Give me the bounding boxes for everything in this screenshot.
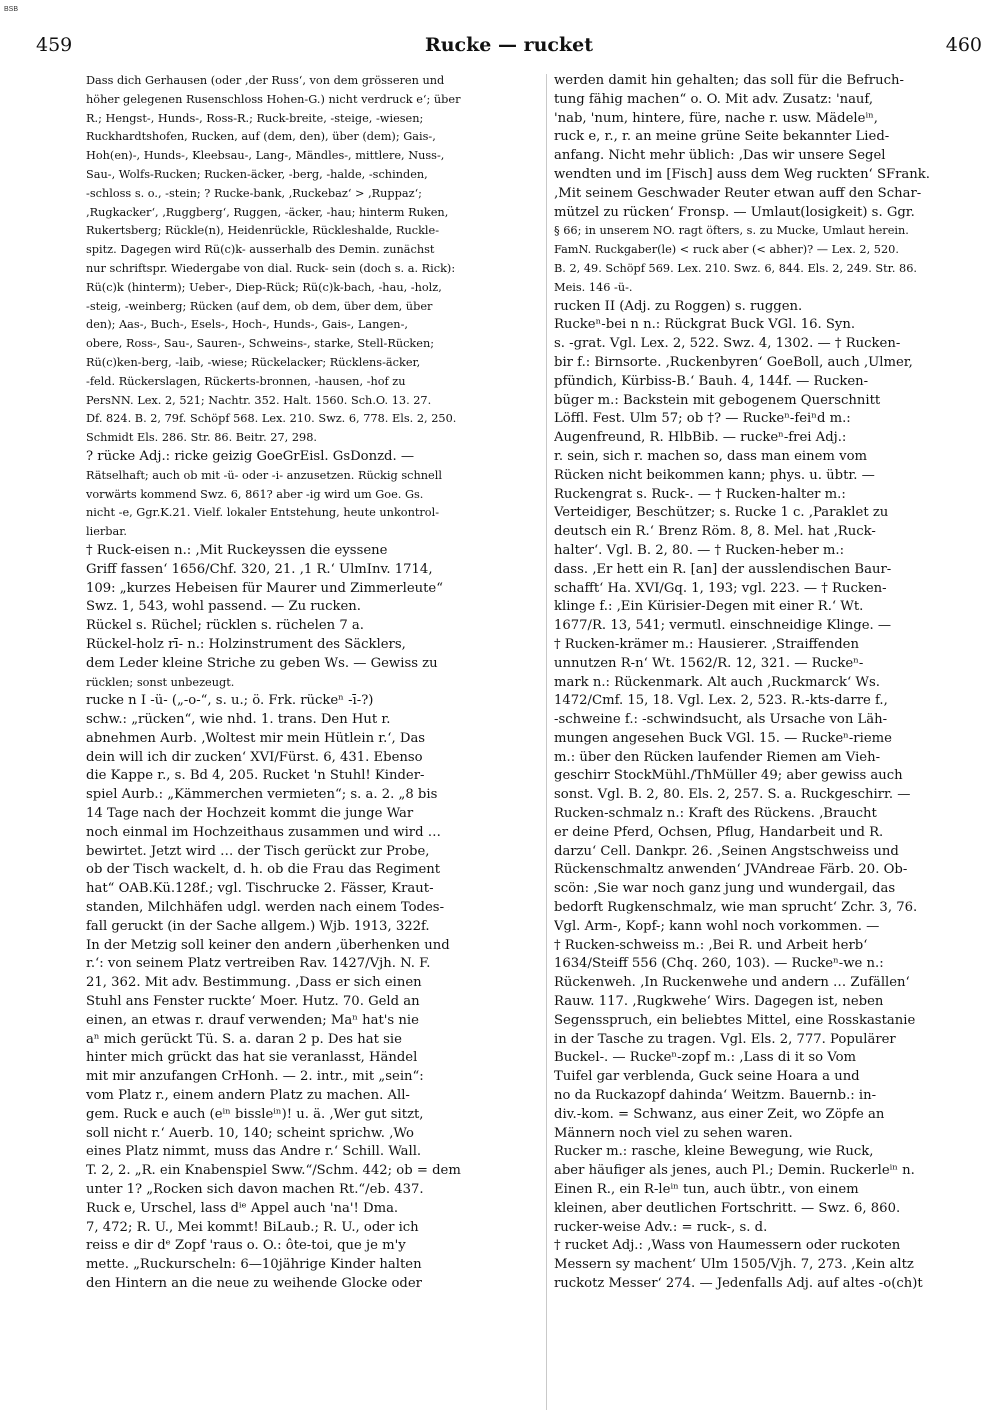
text-line: ruck e, r., r. an meine grüne Seite bekannter Lied- <box>554 129 890 145</box>
text-line: wendten und im [Fisch] auss dem Weg ruckten‘ SFrank. <box>554 166 930 182</box>
text-line: in der Tasche zu tragen. Vgl. Els. 2, 777. Populärer <box>554 1031 896 1047</box>
text-line: nicht -e, Ggr.K.21. Vielf. lokaler Entstehung, heute unkontrol- <box>86 506 440 520</box>
left-column <box>86 72 524 1412</box>
text-line: † Rucken-schweiss m.: ‚Bei R. und Arbeit herb‘ <box>554 937 868 953</box>
text-line: anfang. Nicht mehr üblich: ‚Das wir unsere Segel <box>554 148 886 164</box>
text-line: dein will ich dir zucken‘ XVI/Fürst. 6, 431. Ebenso <box>86 749 423 765</box>
text-line: klinge f.: ‚Ein Kürisier-Degen mit einer R.‘ Wt. <box>554 599 864 615</box>
text-line: dass. ‚Er hett ein R. [an] der ausslendischen Baur- <box>554 561 892 577</box>
text-line: schw.: „rücken“, wie nhd. 1. trans. Den Hut r. <box>86 712 391 728</box>
text-line: Buckel-. — Ruckeⁿ-zopf m.: ‚Lass di it so Vom <box>554 1050 857 1066</box>
text-line: aber häufiger als jenes, auch Pl.; Demin. Ruckerleⁱⁿ n. <box>554 1163 915 1179</box>
text-line: fall geruckt (in der Sache allgem.) Wjb. 1913, 322f. <box>86 918 430 934</box>
page-header <box>36 34 982 60</box>
text-line: die Kappe r., s. Bd 4, 205. Rucket 'n Stuhl! Kinder- <box>86 768 425 784</box>
text-line: In der Metzig soll keiner den andern ‚überhenken und <box>86 937 450 953</box>
text-line: nur schriftspr. Wiedergabe von dial. Ruck- sein (doch s. a. Rick): <box>86 261 456 275</box>
text-line: einen, an etwas r. drauf verwenden; Maⁿ hat's nie <box>86 1012 419 1028</box>
text-line: rücklen; sonst unbezeugt. <box>86 675 235 689</box>
text-line: vom Platz r., einem andern Platz zu machen. All- <box>86 1088 410 1104</box>
text-line: Rü(c)k (hinterm); Ueber-, Diep-Rück; Rü(c)k-bach, -hau, -holz, <box>86 280 442 294</box>
text-line: aⁿ mich gerückt Tü. S. a. daran 2 p. Des hat sie <box>86 1031 402 1047</box>
text-line: kleinen, aber deutlichen Fortschritt. — Swz. 6, 860. <box>554 1200 901 1216</box>
text-line: -schloss s. o., -stein; ? Rucke-bank, ‚Ruckebaz‘ > ‚Ruppaz‘; <box>86 186 422 200</box>
text-line: vorwärts kommend Swz. 6, 861? aber -ig wird um Goe. Gs. <box>86 487 424 501</box>
text-line: mungen angesehen Buck VGl. 15. — Ruckeⁿ-rieme <box>554 730 892 746</box>
text-line: Einen R., ein R-leⁱⁿ tun, auch übtr., von einem <box>554 1182 859 1198</box>
text-line: mark n.: Rückenmark. Alt auch ‚Ruckmarck‘ Ws. <box>554 674 880 690</box>
text-line: spitz. Dagegen wird Rü(c)k- ausserhalb des Demin. zunächst <box>86 243 435 257</box>
text-line: R.; Hengst-, Hunds-, Ross-R.; Ruck-breite, -steige, -wiesen; <box>86 111 424 125</box>
text-line: div.-kom. = Schwanz, aus einer Zeit, wo Zöpfe an <box>554 1106 885 1122</box>
library-stamp: BSB <box>4 6 19 13</box>
text-line: Männern noch viel zu sehen waren. <box>554 1125 793 1141</box>
text-line: mette. „Ruckurscheln: 6—10jährige Kinder halten <box>86 1257 422 1273</box>
text-line: rucke n I -ü- („-o-“, s. u.; ö. Frk. rückeⁿ -ī-?) <box>86 693 374 709</box>
text-line: 21, 362. Mit adv. Bestimmung. ‚Dass er sich einen <box>86 975 422 991</box>
text-line: Rückenschmaltz anwenden‘ JVAndreae Färb. 20. Ob- <box>554 862 908 878</box>
text-line: schafft‘ Ha. XVI/Gq. 1, 193; vgl. 223. — † Rucken- <box>554 580 887 596</box>
text-line: Rauw. 117. ‚Rugkwehe‘ Wirs. Dagegen ist, neben <box>554 994 884 1010</box>
text-line: B. 2, 49. Schöpf 569. Lex. 210. Swz. 6, 844. Els. 2, 249. Str. 86. <box>554 261 917 275</box>
text-line: 14 Tage nach der Hochzeit kommt die junge War <box>86 806 414 822</box>
text-line: darzu‘ Cell. Dankpr. 26. ‚Seinen Angstschweiss und <box>554 843 899 859</box>
text-line: unter 1? „Rocken sich davon machen Rt.“/eb. 437. <box>86 1182 424 1198</box>
text-line: unnutzen R-n‘ Wt. 1562/R. 12, 321. — Ruckeⁿ- <box>554 655 864 671</box>
text-line: † Ruck-eisen n.: ‚Mit Ruckeyssen die eyssene <box>86 542 388 558</box>
text-line: s. -grat. Vgl. Lex. 2, 522. Swz. 4, 1302. — † Rucken- <box>554 336 901 352</box>
text-line: Augenfreund, R. HlbBib. — ruckeⁿ-frei Adj.: <box>554 430 847 446</box>
text-line: Ruckeⁿ-bei n n.: Rückgrat Buck VGl. 16. Syn. <box>554 317 856 333</box>
text-line: Rucker m.: rasche, kleine Bewegung, wie Ruck, <box>554 1144 874 1160</box>
text-line: tung fähig machen“ o. O. Mit adv. Zusatz: 'nauf, <box>554 91 874 107</box>
text-line: † Rucken-krämer m.: Hausierer. ‚Straiffenden <box>554 636 859 652</box>
text-line: -feld. Rückerslagen, Rückerts-bronnen, -hausen, -hof zu <box>86 374 406 388</box>
text-line: mützel zu rücken‘ Fronsp. — Umlaut(losigkeit) s. Ggr. <box>554 204 915 220</box>
text-line: T. 2, 2. „R. ein Knabenspiel Sww.“/Schm. 442; ob = dem <box>86 1163 461 1179</box>
text-line: rucker-weise Adv.: = ruck-, s. d. <box>554 1219 768 1235</box>
text-line: -schweine f.: -schwindsucht, als Ursache von Läh- <box>554 712 888 728</box>
text-line: standen, Milchhäfen udgl. werden nach einem Todes- <box>86 900 445 916</box>
text-line: Dass dich Gerhausen (oder ‚der Russ‘, von dem grösseren und <box>86 74 445 87</box>
text-line: höher gelegenen Rusenschloss Hohen-G.) nicht verdruck e‘; über <box>86 92 461 106</box>
text-line: hat“ OAB.Kü.128f.; vgl. Tischrucke 2. Fässer, Kraut- <box>86 881 434 897</box>
text-line: halter‘. Vgl. B. 2, 80. — † Rucken-heber m.: <box>554 542 845 558</box>
text-line: 1634/Steiff 556 (Chq. 260, 103). — Ruckeⁿ-we n.: <box>554 956 884 972</box>
text-line: dem Leder kleine Striche zu geben Ws. — Gewiss zu <box>86 655 438 671</box>
text-line: ? rücke Adj.: ricke geizig GoeGrEisl. GsDonzd. — <box>86 448 415 464</box>
text-line: Löffl. Fest. Ulm 57; ob †? — Ruckeⁿ-feiⁿd m.: <box>554 411 851 427</box>
text-line: § 66; in unserem NO. ragt öfters, s. zu Mucke, Umlaut herein. <box>554 224 909 238</box>
text-line: soll nicht r.‘ Auerb. 10, 140; scheint sprichw. ‚Wo <box>86 1125 414 1141</box>
text-line: scön: ‚Sie war noch ganz jung und wundergail, das <box>554 881 896 897</box>
text-line: Rukertsberg; Rückle(n), Heidenrückle, Rückleshalde, Ruckle- <box>86 224 440 238</box>
text-line: Griff fassen‘ 1656/Chf. 320, 21. ‚1 R.‘ UlmInv. 1714, <box>86 561 433 577</box>
text-line: sonst. Vgl. B. 2, 80. Els. 2, 257. S. a. Ruckgeschirr. — <box>554 787 911 803</box>
text-line: PersNN. Lex. 2, 521; Nachtr. 352. Halt. 1560. Sch.O. 13. 27. <box>86 393 432 407</box>
text-line: no da Ruckazopf dahinda‘ Weitzm. Bauernb.: in- <box>554 1088 877 1104</box>
text-line: Df. 824. B. 2, 79f. Schöpf 568. Lex. 210. Swz. 6, 778. Els. 2, 250. <box>86 412 457 426</box>
text-line: -steig, -weinberg; Rücken (auf dem, ob dem, über dem, über <box>86 299 433 313</box>
text-line: Messern sy machent‘ Ulm 1505/Vjh. 7, 273. ‚Kein altz <box>554 1257 914 1273</box>
text-line: Ruck e, Urschel, lass dⁱᵉ Appel auch 'na'! Dma. <box>86 1200 399 1216</box>
text-line: werden damit hin gehalten; das soll für die Befruch- <box>554 73 904 88</box>
text-line: büger m.: Backstein mit gebogenem Querschnitt <box>554 392 881 408</box>
text-line: bewirtet. Jetzt wird … der Tisch gerückt zur Probe, <box>86 843 430 859</box>
text-line: mit mir anzufangen CrHonh. — 2. intr., mit „sein“: <box>86 1069 424 1085</box>
text-line: † rucket Adj.: ‚Wass von Haumessern oder ruckoten <box>554 1238 901 1254</box>
text-line: ‚Mit seinem Geschwader Reuter etwan auff den Schar- <box>554 185 922 201</box>
text-line: Vgl. Arm-, Kopf-; kann wohl noch vorkommen. — <box>554 918 880 934</box>
text-line: Tuifel gar verblenda, Guck seine Hoara a und <box>554 1069 860 1085</box>
text-line: Meis. 146 -ü-. <box>554 280 633 294</box>
text-line: den Hintern an die neue zu weihende Glocke oder <box>86 1276 422 1291</box>
text-line: rucken II (Adj. zu Roggen) s. ruggen. <box>554 298 803 314</box>
text-line: obere, Ross-, Sau-, Sauren-, Schweins-, starke, Stell-Rücken; <box>86 337 435 351</box>
text-line: deutsch ein R.‘ Brenz Röm. 8, 8. Mel. hat ‚Ruck- <box>554 524 876 540</box>
text-line: ‚Rugkacker‘, ‚Ruggberg‘, Ruggen, -äcker, -hau; hinterm Ruken, <box>86 205 449 219</box>
text-line: gem. Ruck e auch (eⁱⁿ bissleⁱⁿ)! u. ä. ‚Wer gut sitzt, <box>86 1106 424 1122</box>
text-line: 1677/R. 13, 541; vermutl. einschneidige Klinge. — <box>554 618 892 634</box>
right-page-number: 460 <box>945 34 982 56</box>
text-line: Segensspruch, ein beliebtes Mittel, eine Rosskastanie <box>554 1012 916 1028</box>
page-title: Rucke — rucket <box>424 34 594 56</box>
text-line: Rückel-holz rī- n.: Holzinstrument des Säcklers, <box>86 636 406 652</box>
text-line: eines Platz nimmt, muss das Andre r.‘ Schill. Wall. <box>86 1144 422 1160</box>
text-line: Schmidt Els. 286. Str. 86. Beitr. 27, 298. <box>86 431 317 445</box>
text-line: Sau-, Wolfs-Rucken; Rucken-äcker, -berg, -halde, -schinden, <box>86 167 428 181</box>
text-line: r.‘: von seinem Platz vertreiben Rav. 1427/Vjh. N. F. <box>86 956 431 972</box>
text-line: Rü(c)ken-berg, -laib, -wiese; Rückelacker; Rücklens-äcker, <box>86 355 421 369</box>
text-line: noch einmal im Hochzeithaus zusammen und wird … <box>86 824 441 840</box>
text-line: ruckotz Messer‘ 274. — Jedenfalls Adj. auf altes -o(ch)t <box>554 1276 923 1291</box>
text-line: m.: über den Rücken laufender Riemen am Vieh- <box>554 749 881 765</box>
text-line: 'nab, 'num, hintere, füre, nache r. usw. Mädeleⁱⁿ, <box>554 110 878 126</box>
text-line: lierbar. <box>86 525 128 539</box>
text-line: Stuhl ans Fenster ruckte‘ Moer. Hutz. 70. Geld an <box>86 994 420 1010</box>
text-line: hinter mich grückt das hat sie veranlasst, Händel <box>86 1050 418 1066</box>
text-line: 7, 472; R. U., Mei kommt! BiLaub.; R. U., oder ich <box>86 1219 419 1235</box>
text-line: r. sein, sich r. machen so, dass man einem vom <box>554 448 868 464</box>
text-line: Rücken nicht beikommen kann; phys. u. übtr. — <box>554 467 875 483</box>
text-line: 1472/Cmf. 15, 18. Vgl. Lex. 2, 523. R.-kts-darre f., <box>554 693 888 709</box>
text-line: Rätselhaft; auch ob mit -ü- oder -i- anzusetzen. Rückig schnell <box>86 468 442 482</box>
text-line: Rückel s. Rüchel; rücklen s. rüchelen 7 a. <box>86 618 364 634</box>
right-column <box>554 72 992 1412</box>
text-line: Ruckengrat s. Ruck-. — † Rucken-halter m.: <box>554 486 846 502</box>
text-line: pfündich, Kürbiss-B.‘ Bauh. 4, 144f. — Rucken- <box>554 373 869 389</box>
text-line: ob der Tisch wackelt, d. h. ob die Frau das Regiment <box>86 862 441 878</box>
text-line: Rückenweh. ‚In Ruckenwehe und andern … Zufällen‘ <box>554 975 910 991</box>
text-line: bedorft Rugkenschmalz, wie man sprucht‘ Zchr. 3, 76. <box>554 900 918 916</box>
text-line: reiss e dir dᵉ Zopf 'raus o. O.: ôte-toi, que je m'y <box>86 1238 406 1254</box>
text-line: Ruckhardtshofen, Rucken, auf (dem, den), über (dem); Gais-, <box>86 130 436 144</box>
text-line: er deine Pferd, Ochsen, Pflug, Handarbeit und R. <box>554 824 884 840</box>
text-line: abnehmen Aurb. ‚Woltest mir mein Hütlein r.‘, Das <box>86 730 426 746</box>
text-line: den); Aas-, Buch-, Esels-, Hoch-, Hunds-, Gais-, Langen-, <box>86 318 408 332</box>
text-line: Verteidiger, Beschützer; s. Rucke 1 c. ‚Paraklet zu <box>554 505 889 521</box>
text-line: 109: „kurzes Hebeisen für Maurer und Zimmerleute“ <box>86 580 443 596</box>
text-line: bir f.: Birnsorte. ‚Ruckenbyren‘ GoeBoll, auch ‚Ulmer, <box>554 354 913 370</box>
left-page-number: 459 <box>36 34 73 56</box>
text-line: spiel Aurb.: „Kämmerchen vermieten“; s. a. 2. „8 bis <box>86 787 438 803</box>
text-line: Hoh(en)-, Hunds-, Kleebsau-, Lang-, Mändles-, mittlere, Nuss-, <box>86 149 445 163</box>
text-line: Rucken-schmalz n.: Kraft des Rückens. ‚Braucht <box>554 806 877 822</box>
column-divider <box>546 74 547 1410</box>
text-line: geschirr StockMühl./ThMüller 49; aber gewiss auch <box>554 768 903 784</box>
text-line: FamN. Ruckgaber(le) < ruck aber (< abher)? — Lex. 2, 520. <box>554 243 899 257</box>
text-line: Swz. 1, 543, wohl passend. — Zu rucken. <box>86 599 361 615</box>
